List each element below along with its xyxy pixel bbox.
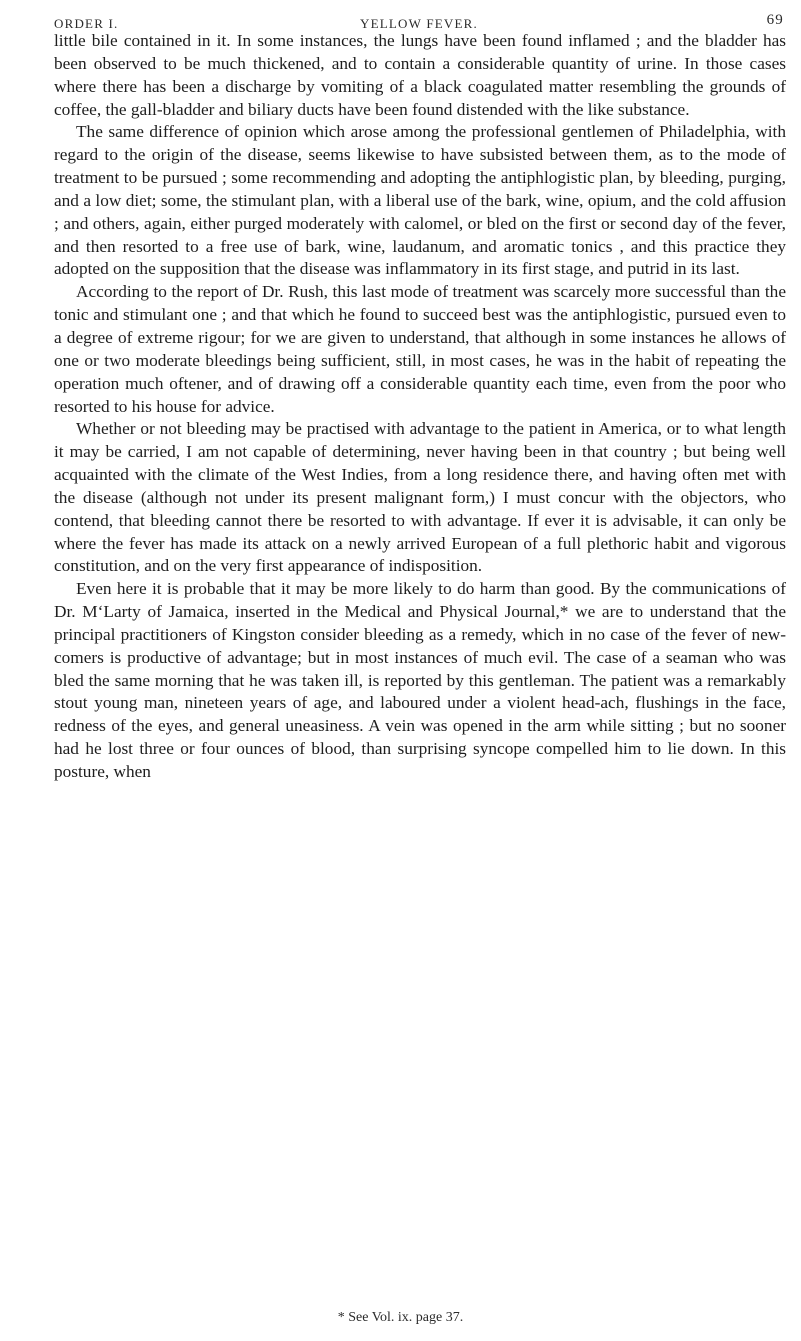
footnote: * See Vol. ix. page 37.	[337, 1310, 464, 1325]
running-head-section: ORDER I.	[54, 16, 119, 31]
paragraph: The same difference of opinion which arose among the professional gentlemen of Philadelphia, with regard to the origin of the disease, seems likewise to have subsisted between them, as to the mode of treatment to be pursued ; some recommending and adopting the antiphlogistic plan, by bleeding, purging, and a low diet; some, the stimulant plan, with a liberal use of the bark, wine, opium, and the cold affusion ; and others, again, either purged moderately with calomel, or bled on the first or second day of the fever, and then resorted to a free use of bark, wine, laudanum, and aromatic tonics , and this practice they adopted on the supposition that the disease was inflammatory in its first stage, and putrid in its last.	[54, 122, 786, 279]
page-number: 69	[766, 12, 784, 28]
running-head-title: YELLOW FEVER.	[360, 16, 478, 31]
body-text	[54, 30, 786, 784]
paragraph: According to the report of Dr. Rush, this last mode of treatment was scarcely more successful than the tonic and stimulant one ; and that which he found to succeed best was the antiphlogistic, pursued even to a degree of extreme rigour; for we are given to understand, that although in some instances he allows of one or two moderate bleedings being sufficient, still, in most cases, he was in the habit of repeating the operation much oftener, and of drawing off a considerable quantity each time, even from the poor who resorted to his house for advice.	[54, 282, 786, 416]
paragraph: Even here it is probable that it may be more likely to do harm than good. By the communications of Dr. M‘Larty of Jamaica, inserted in the Medical and Physical Journal,* we are to understand that the principal practitioners of Kingston consider bleeding as a remedy, which in no case of the fever of new-comers is productive of advantage; but in most instances of much evil. The case of a seaman who was bled the same morning that he was taken ill, is reported by this gentleman. The patient was a remarkably stout young man, nineteen years of age, and laboured under a violent head-ach, flushings in the face, redness of the eyes, and general uneasiness. A vein was opened in the arm while sitting ; but no sooner had he lost three or four ounces of blood, than surprising syncope compelled him to lie down. In this posture, when	[54, 579, 786, 781]
paragraph: Whether or not bleeding may be practised with advantage to the patient in America, or to what length it may be carried, I am not capable of determining, never having been in that country ; but being well acquainted with the climate of the West Indies, from a long residence there, and having often met with the disease (although not under its present malignant form,) I must concur with the objectors, who contend, that bleeding cannot there be resorted to with advantage. If ever it is advisable, it can only be where the fever has made its attack on a newly arrived European of a full plethoric habit and vigorous constitution, and on the very first appearance of indisposition.	[54, 419, 786, 576]
paragraph: little bile contained in it. In some instances, the lungs have been found inflamed ; and the bladder has been observed to be much thickened, and to contain a considerable quantity of urine. In those cases where there has been a discharge by vomiting of a black coagulated matter resembling the grounds of coffee, the gall-bladder and biliary ducts have been found distended with the like substance.	[54, 31, 786, 119]
